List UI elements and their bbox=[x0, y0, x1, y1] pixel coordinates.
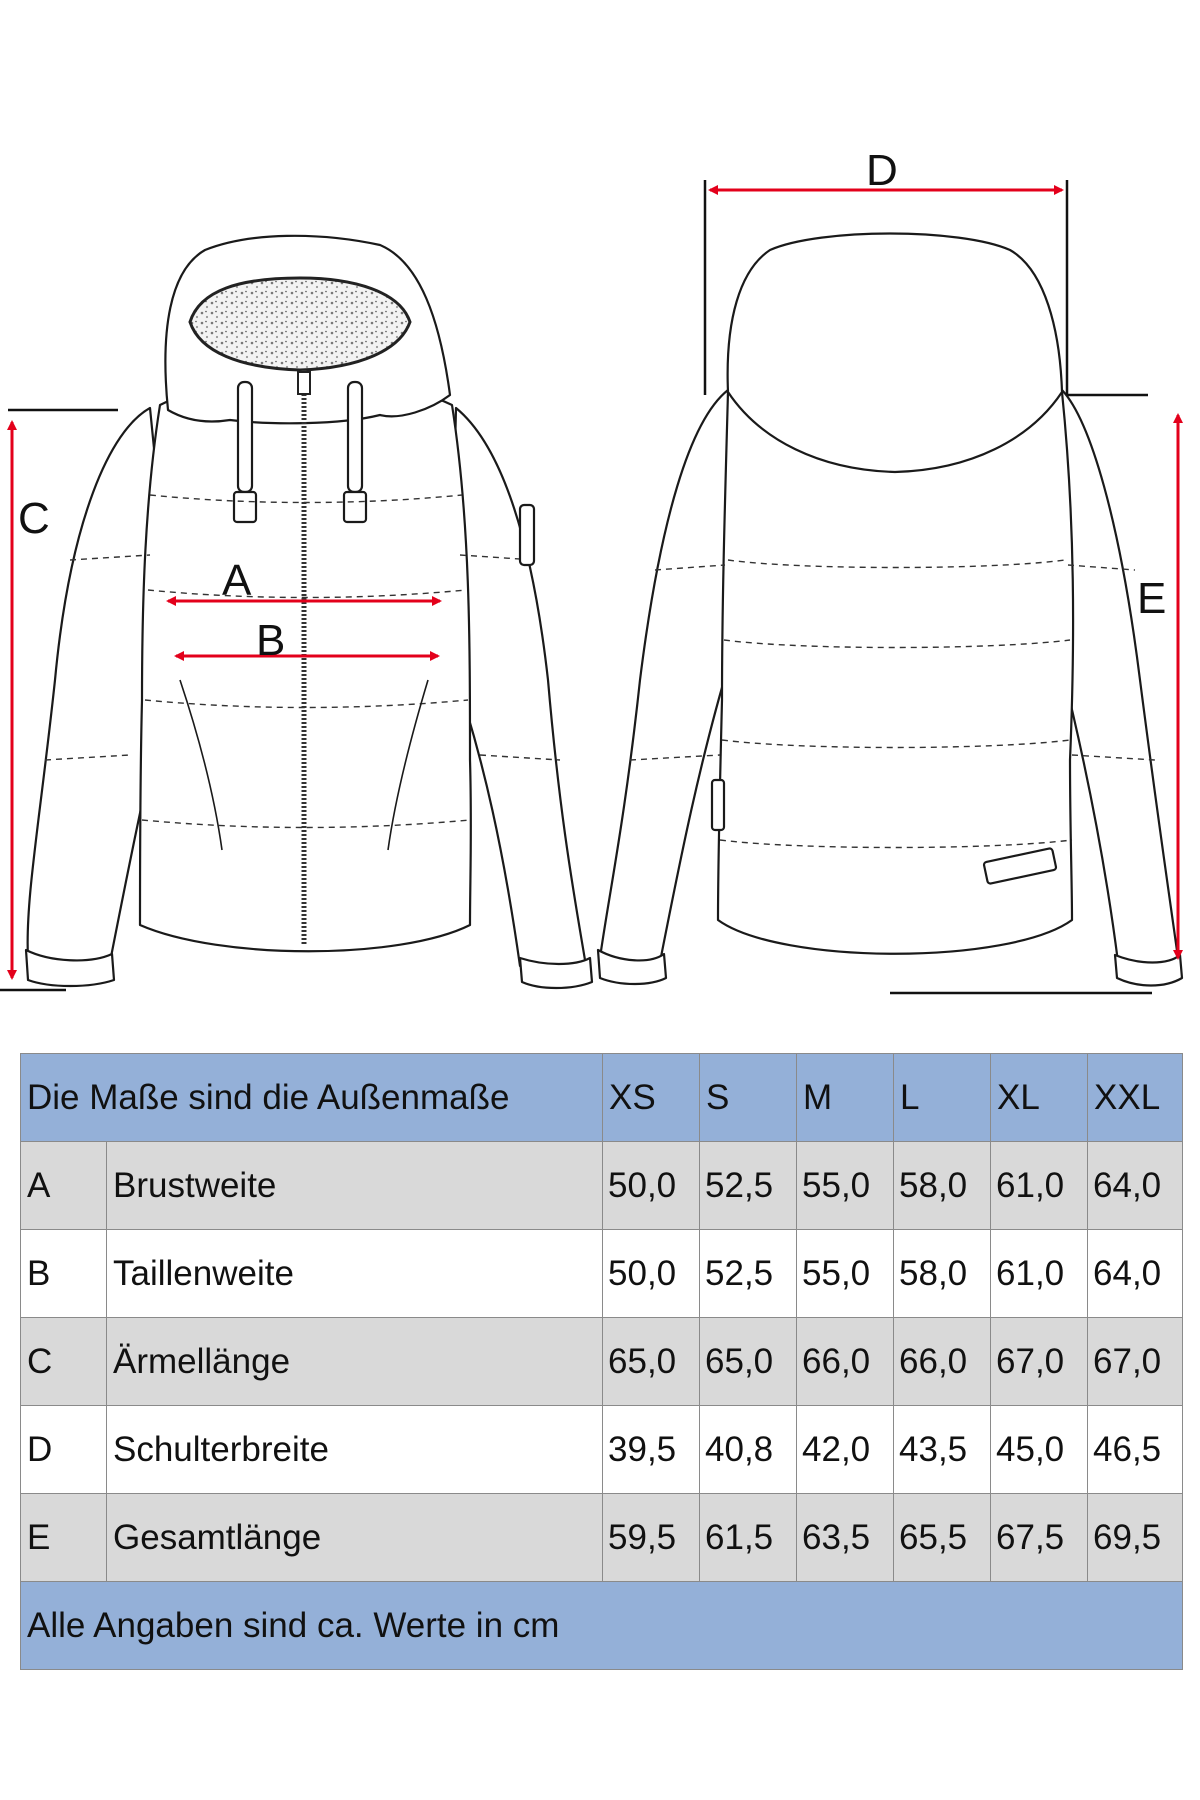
row-value: 39,5 bbox=[603, 1406, 700, 1494]
row-value: 66,0 bbox=[797, 1318, 894, 1406]
row-code: D bbox=[21, 1406, 107, 1494]
row-code: C bbox=[21, 1318, 107, 1406]
row-value: 46,5 bbox=[1088, 1406, 1183, 1494]
row-value: 65,0 bbox=[603, 1318, 700, 1406]
jacket-front-view bbox=[26, 236, 592, 988]
row-value: 50,0 bbox=[603, 1230, 700, 1318]
row-value: 61,5 bbox=[700, 1494, 797, 1582]
table-header-row bbox=[21, 1054, 1183, 1142]
row-value: 52,5 bbox=[700, 1230, 797, 1318]
row-code: B bbox=[21, 1230, 107, 1318]
row-value: 67,0 bbox=[991, 1318, 1088, 1406]
size-header: L bbox=[894, 1054, 991, 1142]
row-value: 65,0 bbox=[700, 1318, 797, 1406]
row-value: 65,5 bbox=[894, 1494, 991, 1582]
row-name: Schulterbreite bbox=[107, 1406, 603, 1494]
size-table bbox=[20, 1053, 1183, 1670]
table-footer-note: Alle Angaben sind ca. Werte in cm bbox=[21, 1582, 1183, 1670]
row-code: E bbox=[21, 1494, 107, 1582]
row-value: 59,5 bbox=[603, 1494, 700, 1582]
row-value: 40,8 bbox=[700, 1406, 797, 1494]
table-footer-row bbox=[21, 1582, 1183, 1670]
label-d: D bbox=[866, 146, 898, 195]
row-value: 64,0 bbox=[1088, 1230, 1183, 1318]
table-row bbox=[21, 1494, 1183, 1582]
jacket-back-view bbox=[598, 234, 1182, 986]
row-value: 67,5 bbox=[991, 1494, 1088, 1582]
table-row bbox=[21, 1406, 1183, 1494]
row-value: 63,5 bbox=[797, 1494, 894, 1582]
row-value: 55,0 bbox=[797, 1142, 894, 1230]
label-b: B bbox=[256, 616, 286, 665]
row-value: 69,5 bbox=[1088, 1494, 1183, 1582]
row-value: 55,0 bbox=[797, 1230, 894, 1318]
size-header: M bbox=[797, 1054, 894, 1142]
row-code: A bbox=[21, 1142, 107, 1230]
row-value: 64,0 bbox=[1088, 1142, 1183, 1230]
row-value: 58,0 bbox=[894, 1142, 991, 1230]
size-header: S bbox=[700, 1054, 797, 1142]
row-value: 66,0 bbox=[894, 1318, 991, 1406]
row-value: 58,0 bbox=[894, 1230, 991, 1318]
table-row bbox=[21, 1318, 1183, 1406]
label-a: A bbox=[222, 556, 252, 605]
size-header: XXL bbox=[1088, 1054, 1183, 1142]
row-name: Taillenweite bbox=[107, 1230, 603, 1318]
row-name: Gesamtlänge bbox=[107, 1494, 603, 1582]
row-value: 45,0 bbox=[991, 1406, 1088, 1494]
row-name: Brustweite bbox=[107, 1142, 603, 1230]
label-c: C bbox=[18, 494, 50, 543]
table-title: Die Maße sind die Außenmaße bbox=[21, 1054, 603, 1142]
row-value: 43,5 bbox=[894, 1406, 991, 1494]
label-e: E bbox=[1137, 574, 1167, 623]
row-value: 61,0 bbox=[991, 1230, 1088, 1318]
table-row bbox=[21, 1142, 1183, 1230]
row-value: 52,5 bbox=[700, 1142, 797, 1230]
table-row bbox=[21, 1230, 1183, 1318]
row-value: 61,0 bbox=[991, 1142, 1088, 1230]
size-header: XL bbox=[991, 1054, 1088, 1142]
row-value: 42,0 bbox=[797, 1406, 894, 1494]
row-name: Ärmellänge bbox=[107, 1318, 603, 1406]
row-value: 67,0 bbox=[1088, 1318, 1183, 1406]
size-header: XS bbox=[603, 1054, 700, 1142]
row-value: 50,0 bbox=[603, 1142, 700, 1230]
